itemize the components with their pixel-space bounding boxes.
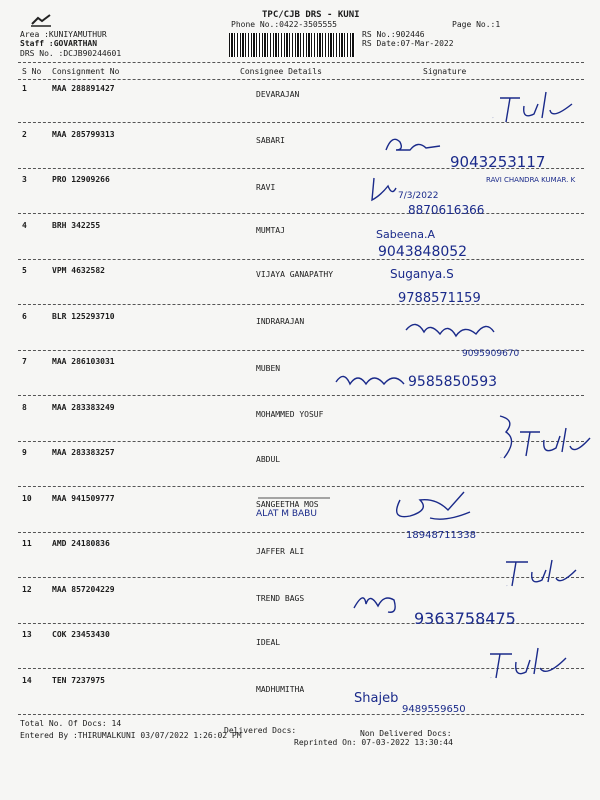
signature-text: T/u — [500, 458, 502, 459]
row-consignment-no: MAA 283383257 — [52, 448, 115, 457]
delivered-docs: Delivered Docs: — [224, 726, 297, 735]
col-consignment: Consignment No — [52, 67, 120, 76]
row-consignment-no: BLR 125293710 — [52, 312, 115, 321]
signature-stroke — [354, 598, 395, 612]
handwritten-name: RAVI CHANDRA KUMAR. K — [486, 176, 576, 184]
row-consignment-no: MAA 857204229 — [52, 585, 115, 594]
signature-stroke — [397, 492, 470, 519]
handwritten-phone: 9788571159 — [398, 291, 481, 306]
signature-stroke — [500, 416, 590, 458]
row-consignee: MADHUMITHA — [256, 685, 305, 694]
row-consignment-no: MAA 285799313 — [52, 130, 115, 139]
row-sno: 8 — [22, 403, 27, 412]
row-consignee: VIJAYA GANAPATHY — [256, 270, 334, 279]
handwritten-name: Suganya.S — [390, 267, 454, 281]
document-title: TPC/CJB DRS - KUNI — [262, 10, 360, 20]
signature-text: T/u — [506, 586, 508, 587]
row-sno: 2 — [22, 130, 27, 139]
signature-stroke — [406, 324, 494, 336]
handwritten-phone: 9043253117 — [450, 153, 546, 171]
col-sno: S No — [22, 67, 42, 76]
non-delivered-docs: Non Delivered Docs: — [360, 729, 452, 738]
row-consignment-no: AMD 24180836 — [52, 539, 110, 548]
row-consignee: SABARI — [256, 136, 285, 145]
handwritten-name: ALAT M BABU — [256, 509, 317, 519]
row-consignee: ABDUL — [256, 455, 281, 464]
row-sno: 7 — [22, 357, 27, 366]
row-consignee: DEVARAJAN — [256, 90, 300, 99]
row-sno: 3 — [22, 175, 27, 184]
row-consignee: IDEAL — [256, 638, 281, 647]
col-consignee: Consignee Details — [240, 67, 322, 76]
row-consignee: INDRARAJAN — [256, 317, 305, 326]
entered-by: Entered By :THIRUMALKUNI 03/07/2022 1:26:02 PM — [20, 731, 242, 740]
row-sno: 10 — [22, 494, 32, 503]
signature-text: T/u — [492, 118, 494, 119]
row-sno: 11 — [22, 539, 32, 548]
rs-date: RS Date:07-Mar-2022 — [362, 39, 454, 48]
signature-stroke — [506, 560, 576, 586]
row-consignee: SANGEETHA MOS — [256, 500, 319, 509]
row-consignee: MUMTAJ — [256, 226, 285, 235]
row-sno: 14 — [22, 676, 32, 685]
handwritten-name: Shajeb — [354, 691, 399, 706]
handwritten-phone: 18948711338 — [406, 530, 476, 541]
col-signature: Signature — [423, 67, 467, 76]
drs-number: DRS No. :DCJB90244601 — [20, 49, 122, 58]
row-consignment-no: MAA 283383249 — [52, 403, 115, 412]
signature-stroke — [500, 92, 572, 122]
row-sno: 6 — [22, 312, 27, 321]
signature-text: T/u — [490, 678, 492, 679]
handwritten-phone: 9043848052 — [378, 244, 468, 260]
row-sno: 5 — [22, 266, 27, 275]
row-consignee: JAFFER ALI — [256, 547, 305, 556]
handwritten-phone: 8870616366 — [408, 203, 485, 217]
signature-stroke — [372, 178, 396, 200]
row-consignment-no: BRH 342255 — [52, 221, 101, 230]
handwritten-date: 7/3/2022 — [398, 191, 439, 201]
row-consignment-no: PRO 12909266 — [52, 175, 110, 184]
row-consignee: MUBEN — [256, 364, 281, 373]
page-number: Page No.:1 — [452, 20, 501, 29]
row-consignee: MOHAMMED YOSUF — [256, 410, 324, 419]
row-consignment-no: MAA 941509777 — [52, 494, 115, 503]
row-consignee: RAVI — [256, 183, 276, 192]
row-consignment-no: VPM 4632582 — [52, 266, 105, 275]
row-consignment-no: TEN 7237975 — [52, 676, 105, 685]
handwritten-name: Sabeena.A — [376, 228, 435, 241]
staff-label: Staff :GOVARTHAN — [20, 39, 98, 48]
row-consignment-no: MAA 288891427 — [52, 84, 115, 93]
signature-stroke — [336, 376, 404, 384]
row-sno: 12 — [22, 585, 32, 594]
row-consignment-no: COK 23453430 — [52, 630, 110, 639]
area-label: Area :KUNIYAMUTHUR — [20, 30, 107, 39]
row-sno: 13 — [22, 630, 32, 639]
handwritten-phone: 9489559650 — [402, 704, 466, 715]
row-sno: 9 — [22, 448, 27, 457]
handwritten-phone: 9363758475 — [414, 609, 516, 628]
row-consignee: TREND BAGS — [256, 594, 305, 603]
rs-number: RS No.:902446 — [362, 30, 425, 39]
row-sno: 4 — [22, 221, 27, 230]
handwritten-phone: 9095909670 — [462, 349, 520, 359]
phone-number: Phone No.:0422-3505555 — [231, 20, 337, 29]
row-consignment-no: MAA 286103031 — [52, 357, 115, 366]
reprinted-on: Reprinted On: 07-03-2022 13:30:44 — [294, 738, 453, 747]
signature-stroke — [490, 648, 566, 678]
row-sno: 1 — [22, 84, 27, 93]
handwritten-phone: 9585850593 — [408, 374, 498, 390]
total-docs: Total No. Of Docs: 14 — [20, 719, 122, 728]
signature-stroke — [386, 139, 440, 150]
